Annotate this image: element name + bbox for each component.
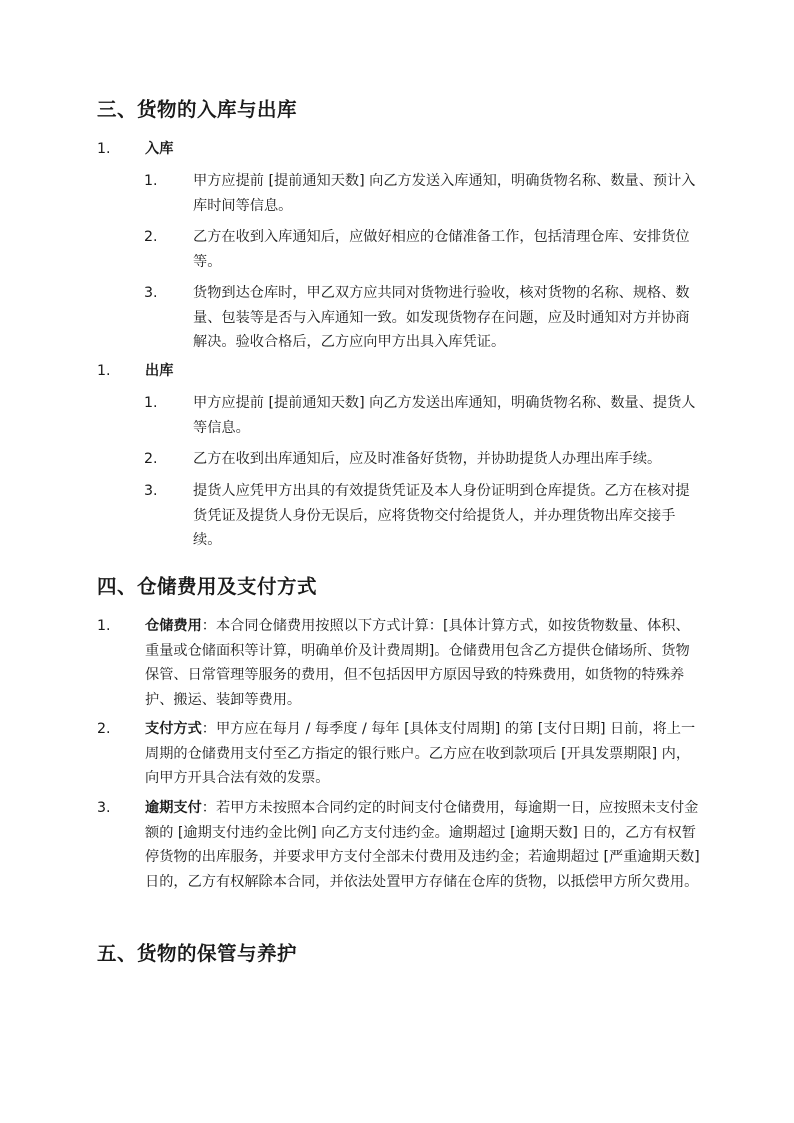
list-item-text: 乙方在收到入库通知后，应做好相应的仓储准备工作，包括清理仓库、安排货位等。 bbox=[193, 229, 690, 270]
term-text: ：甲方应在每月 / 每季度 / 每年 [具体支付周期] 的第 [支付日期] 日前，将上一周期的仓储费用支付至乙方指定的银行账户。乙方应在收到款项后 [开具发票期限] 内，向甲方开具合法有效的发票。 bbox=[145, 721, 696, 786]
group-heading-inbound: 入库 bbox=[145, 141, 174, 157]
list-item-text: 乙方在收到出库通知后，应及时准备好货物，并协助提货人办理出库手续。 bbox=[193, 451, 662, 467]
list-number: 2. bbox=[144, 451, 158, 467]
list-number: 1. bbox=[97, 141, 111, 157]
list-number: 1. bbox=[97, 618, 111, 634]
list-number: 1. bbox=[144, 173, 158, 189]
term-label: 支付方式 bbox=[145, 721, 202, 737]
term-label: 仓储费用 bbox=[145, 618, 202, 634]
term-text: ：本合同仓储费用按照以下方式计算：[具体计算方式，如按货物数量、体积、重量或仓储面积等计算，明确单价及计费周期]。仓储费用包含乙方提供仓储场所、货物保管、日常管理等服务的费用，但不包括因甲方原因导致的特殊费用，如货物的特殊养护、搬运、装卸等费用。 bbox=[145, 618, 690, 708]
section-title-storage-fees: 四、仓储费用及支付方式 bbox=[97, 575, 318, 598]
list-item-text: 甲方应提前 [提前通知天数] 向乙方发送入库通知，明确货物名称、数量、预计入库时间等信息。 bbox=[193, 173, 696, 214]
list-number: 1. bbox=[144, 395, 158, 411]
list-number: 3. bbox=[144, 285, 158, 301]
list-item-text: 货物到达仓库时，甲乙双方应共同对货物进行验收，核对货物的名称、规格、数量、包装等是否与入库通知一致。如发现货物存在问题，应及时通知对方并协商解决。验收合格后，乙方应向甲方出具入库凭证。 bbox=[193, 285, 690, 350]
term-text: ：若甲方未按照本合同约定的时间支付仓储费用，每逾期一日，应按照未支付金额的 [逾期支付违约金比例] 向乙方支付违约金。逾期超过 [逾期天数] 日的，乙方有权暂停货物的出库服务，并要求甲方支付全部未付费用及违约金；若逾期超过 [严重逾期天数] 日的，乙方有权解除本合同，并依法处置甲方存储在仓库的货物，以抵偿甲方所欠费用。 bbox=[145, 800, 700, 890]
list-item-text: 甲方应提前 [提前通知天数] 向乙方发送出库通知，明确货物名称、数量、提货人等信息。 bbox=[193, 395, 696, 436]
section-title-storage-care: 五、货物的保管与养护 bbox=[97, 942, 298, 965]
list-number: 2. bbox=[144, 229, 158, 245]
term-label: 逾期支付 bbox=[145, 800, 202, 816]
list-item-text: 提货人应凭甲方出具的有效提货凭证及本人身份证明到仓库提货。乙方在核对提货凭证及提货人身份无误后，应将货物交付给提货人，并办理货物出库交接手续。 bbox=[193, 483, 690, 548]
list-number: 2. bbox=[97, 721, 111, 737]
group-heading-outbound: 出库 bbox=[145, 363, 174, 379]
list-number: 1. bbox=[97, 363, 111, 379]
section-title-inbound-outbound: 三、货物的入库与出库 bbox=[97, 98, 298, 121]
list-number: 3. bbox=[97, 800, 111, 816]
list-number: 3. bbox=[144, 483, 158, 499]
